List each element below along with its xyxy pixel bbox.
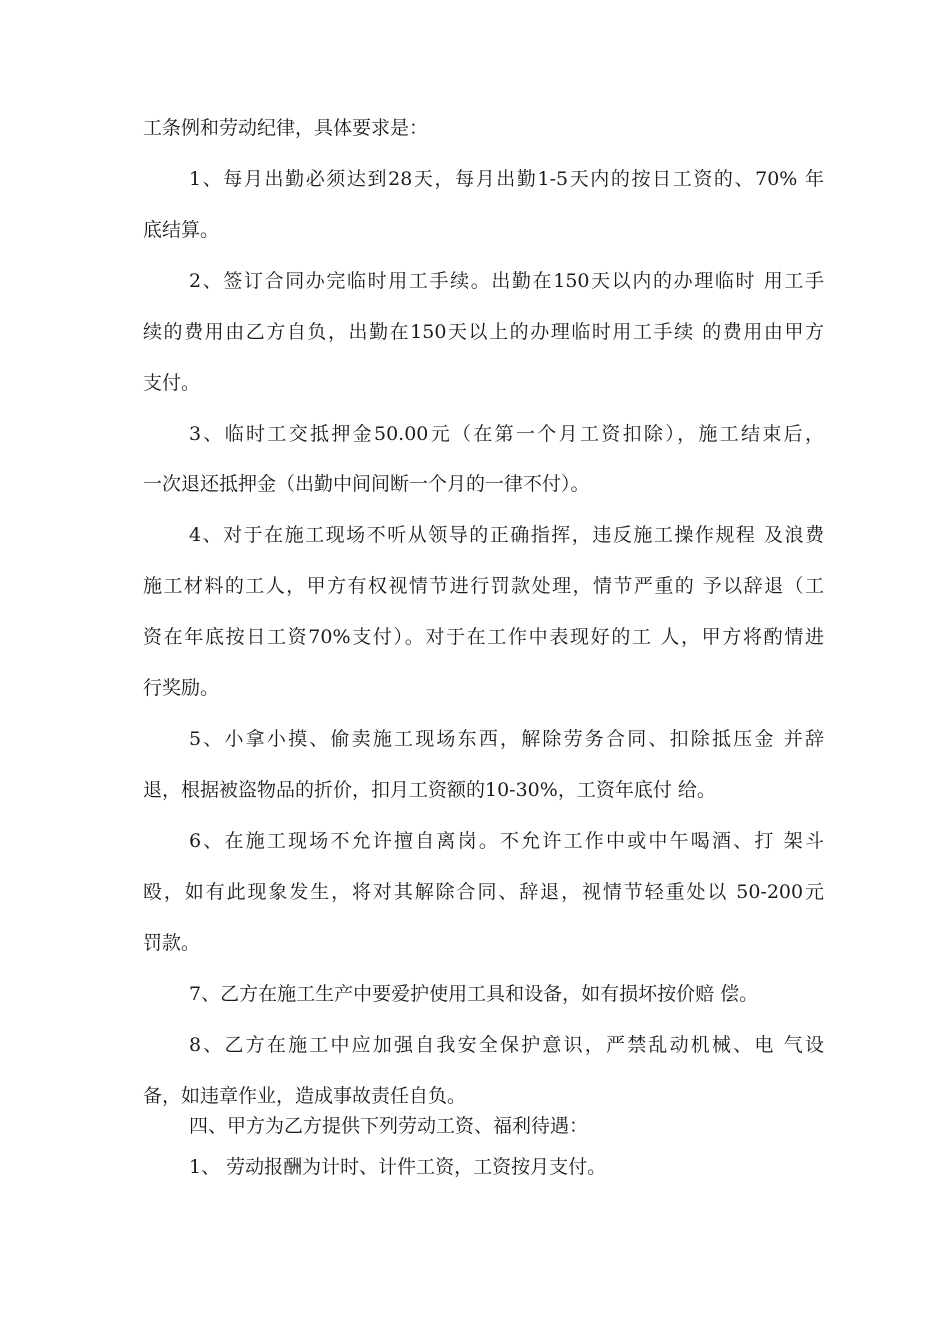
section-heading: 四、甲方为乙方提供下列劳动工资、福利待遇： — [189, 1115, 589, 1137]
text-line: 工条例和劳动纪律，具体要求是： — [143, 117, 429, 139]
text-line: 殴，如有此现象发生，将对其解除合同、辞退，视情节轻重处以 50-200元 — [143, 881, 824, 903]
text-line: 5、小拿小摸、偷卖施工现场东西，解除劳务合同、扣除抵压金 并辞 — [189, 728, 824, 750]
text-line: 底结算。 — [143, 219, 220, 241]
text-line: 资在年底按日工资70%支付）。对于在工作中表现好的工 人，甲方将酌情进 — [143, 626, 824, 648]
text-line: 一次退还抵押金（出勤中间间断一个月的一律不付）。 — [143, 473, 590, 495]
text-line: 施工材料的工人，甲方有权视情节进行罚款处理，情节严重的 予以辞退（工 — [143, 575, 824, 597]
text-line: 1、 劳动报酬为计时、计件工资，工资按月支付。 — [189, 1156, 607, 1178]
text-line: 1、每月出勤必须达到28天，每月出勤1-5天内的按日工资的、70% 年 — [189, 168, 824, 190]
text-line: 退，根据被盗物品的折价，扣月工资额的10-30%，工资年底付 给。 — [143, 779, 716, 801]
text-line: 7、乙方在施工生产中要爱护使用工具和设备，如有损坏按价赔 偿。 — [189, 983, 759, 1005]
text-line: 8、乙方在施工中应加强自我安全保护意识，严禁乱动机械、电 气设 — [189, 1034, 824, 1056]
text-line: 6、在施工现场不允许擅自离岗。不允许工作中或中午喝酒、打 架斗 — [189, 830, 824, 852]
text-line: 支付。 — [143, 372, 201, 394]
text-line: 2、签订合同办完临时用工手续。出勤在150天以内的办理临时 用工手 — [189, 270, 824, 292]
text-line: 备，如违章作业，造成事故责任自负。 — [143, 1085, 467, 1107]
text-line: 4、对于在施工现场不听从领导的正确指挥，违反施工操作规程 及浪费 — [189, 524, 824, 546]
text-line: 续的费用由乙方自负，出勤在150天以上的办理临时用工手续 的费用由甲方 — [143, 321, 824, 343]
text-line: 罚款。 — [143, 932, 201, 954]
text-line: 3、临时工交抵押金50.00元（在第一个月工资扣除），施工结束后， — [189, 423, 824, 445]
text-line: 行奖励。 — [143, 677, 220, 699]
